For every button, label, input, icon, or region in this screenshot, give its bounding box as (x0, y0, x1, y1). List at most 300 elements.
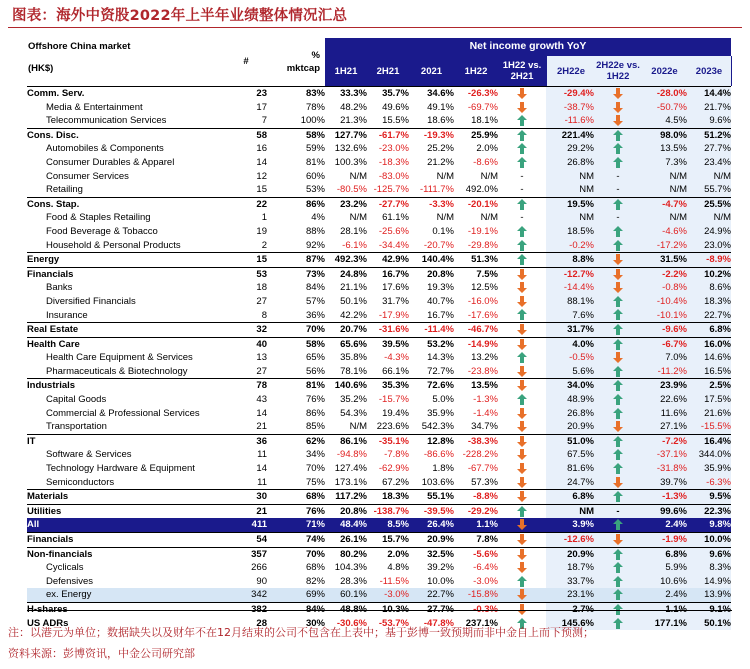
cell-h2: -138.7% (367, 504, 409, 518)
arrow-up-icon (613, 226, 623, 237)
cell-mk: 59% (305, 143, 325, 155)
cell-y21: -39.5% (409, 504, 454, 518)
row-label: Semiconductors (46, 476, 115, 488)
arrow-up-icon (613, 408, 623, 419)
change-1h22-vs-2h21 (498, 253, 546, 268)
change-2h22e-vs-1h22 (594, 420, 642, 434)
cell-h1: 65.6% (325, 337, 367, 351)
arrow-down-icon (517, 519, 527, 530)
cell-h2: 67.2% (382, 476, 409, 488)
change-1h22-vs-2h21 (498, 309, 546, 323)
cell-y23: 27.7% (687, 142, 731, 156)
change-1h22-vs-2h21 (498, 337, 546, 351)
cell-h2: 15.5% (382, 115, 409, 127)
arrow-up-icon (517, 254, 527, 265)
cell-y21: 32.5% (409, 547, 454, 561)
cell-h122: 51.3% (454, 253, 498, 268)
arrow-down-icon (613, 282, 623, 293)
table-row (27, 476, 731, 490)
arrow-down-icon (517, 296, 527, 307)
cell-y22: 39.7% (642, 476, 687, 490)
row-label: Cons. Stap. (27, 197, 227, 211)
cell-y23: 16.5% (687, 365, 731, 379)
arrow-down-icon (517, 380, 527, 391)
cell-e2: 7.6% (546, 309, 594, 323)
cell-y21: -11.4% (409, 323, 454, 338)
cell-h1: 492.3% (325, 253, 367, 268)
row-label: Diversified Financials (46, 295, 136, 307)
cell-y22: 1.1% (642, 602, 687, 616)
cell-h2: -11.5% (379, 575, 409, 587)
figure-title: 图表：海外中资股2022年上半年业绩整体情况汇总 (12, 8, 348, 24)
cell-y22: -9.6% (642, 323, 687, 338)
cell-e2: 145.6% (546, 617, 594, 631)
arrow-down-icon (517, 463, 527, 474)
cell-h2: -125.7% (373, 184, 409, 196)
row-label: Software & Services (46, 449, 132, 461)
cell-n: 357 (227, 547, 267, 561)
cell-y22: -28.0% (642, 87, 687, 101)
row-label: Insurance (46, 309, 88, 321)
col-header-2h22e-vs-1h22: 2H22e vs. 1H22 (594, 56, 642, 86)
cell-e2: -11.6% (546, 114, 594, 128)
cell-mk: 36% (305, 309, 325, 321)
cell-h122: -16.0% (467, 295, 498, 307)
change-2h22e-vs-1h22 (594, 239, 642, 253)
cell-y21: 25.2% (427, 143, 454, 155)
cell-n: 11 (257, 449, 267, 461)
cell-h2: -35.1% (367, 434, 409, 448)
change-1h22-vs-2h21 (498, 281, 546, 295)
cell-h122: 237.1% (465, 617, 498, 629)
arrow-up-icon (613, 618, 623, 629)
arrow-up-icon (517, 240, 527, 251)
cell-e2: 26.8% (546, 407, 594, 421)
cell-e2: 3.9% (546, 518, 594, 532)
cell-h122: -6.4% (473, 562, 498, 574)
cell-n: 90 (256, 575, 267, 587)
row-label: Non-financials (27, 547, 227, 561)
arrow-down-icon (517, 491, 527, 502)
cell-n: 19 (256, 225, 267, 237)
arrow-up-icon (517, 394, 527, 405)
arrow-up-icon (613, 199, 623, 210)
table-row (27, 211, 731, 225)
cell-n: 382 (227, 602, 267, 616)
arrow-up-icon (613, 309, 623, 320)
cell-n: 411 (227, 518, 267, 532)
cell-h1: 35.8% (340, 352, 367, 364)
cell-h122: -69.7% (467, 101, 498, 113)
row-label: Food Beverage & Tobacco (46, 225, 158, 237)
results-table (27, 86, 731, 630)
title-rule (8, 27, 742, 28)
currency-label: (HK$) (28, 63, 54, 74)
cell-y23: 35.9% (687, 462, 731, 476)
col-header-1h22-vs-2h21: 1H22 vs. 2H21 (498, 56, 546, 86)
col-header-2h22e: 2H22e (546, 56, 595, 86)
cell-y21: 1.8% (432, 463, 454, 475)
cell-h1: 78.1% (340, 365, 367, 377)
cell-h1: 48.4% (325, 518, 367, 532)
cell-y23: 16.4% (687, 434, 731, 448)
table-row (27, 434, 731, 448)
cell-y22: 7.3% (642, 156, 687, 170)
cell-y22: -10.4% (642, 295, 687, 309)
cell-h2: -53.7% (378, 617, 409, 629)
change-2h22e-vs-1h22 (594, 462, 642, 476)
change-1h22-vs-2h21 (498, 547, 546, 561)
cell-h122: -1.4% (473, 407, 498, 419)
change-2h22e-vs-1h22 (594, 448, 642, 462)
cell-mk: 70% (267, 547, 325, 561)
row-label: All (27, 518, 227, 532)
cell-h122: 34.7% (471, 421, 498, 433)
change-2h22e-vs-1h22 (594, 323, 642, 338)
table-row (27, 448, 731, 462)
change-1h22-vs-2h21 (498, 504, 546, 518)
row-label: Commercial & Professional Services (46, 407, 200, 419)
cell-h2: -31.6% (367, 323, 409, 338)
cell-n: 14 (256, 463, 267, 475)
cell-y21: 20.9% (409, 533, 454, 548)
row-label: Real Estate (27, 323, 227, 338)
cell-y23: 14.6% (687, 351, 731, 365)
change-1h22-vs-2h21 (498, 323, 546, 338)
cell-e2: 20.9% (546, 547, 594, 561)
cell-y21: 39.2% (427, 562, 454, 574)
cell-h122: N/M (480, 212, 498, 224)
table-row (27, 337, 731, 351)
cell-mk: 4% (311, 212, 325, 224)
cell-h2: 10.3% (367, 602, 409, 616)
table-row (27, 407, 731, 421)
table-row (27, 142, 731, 156)
cell-mk: 56% (305, 365, 325, 377)
cell-h122: -19.1% (467, 225, 498, 237)
change-2h22e-vs-1h22 (594, 393, 642, 407)
row-label: ex. Energy (27, 588, 227, 602)
change-2h22e-vs-1h22 (594, 533, 642, 548)
cell-e2: 81.6% (546, 462, 594, 476)
cell-y23: 8.3% (687, 561, 731, 575)
cell-y22: 2.4% (642, 518, 687, 532)
change-2h22e-vs-1h22 (594, 365, 642, 379)
cell-y21: 55.1% (409, 490, 454, 505)
row-label: Utilities (27, 504, 227, 518)
cell-mk: 53% (305, 184, 325, 196)
cell-y21: 35.9% (427, 407, 454, 419)
cell-y21: 26.4% (409, 518, 454, 532)
cell-y23: 13.9% (687, 588, 731, 602)
cell-h1: 28.1% (340, 225, 367, 237)
cell-e2: -14.4% (546, 281, 594, 295)
cell-y21: 19.3% (427, 282, 454, 294)
cell-h1: 86.1% (325, 434, 367, 448)
cell-h122: 2.0% (476, 143, 498, 155)
cell-n: 40 (227, 337, 267, 351)
cell-e2: 29.2% (546, 142, 594, 156)
cell-h1: -30.6% (336, 617, 367, 629)
cell-mk: 71% (267, 518, 325, 532)
row-label: Health Care Equipment & Services (46, 352, 193, 364)
change-2h22e-vs-1h22 (594, 575, 642, 589)
arrow-down-icon (517, 549, 527, 560)
arrow-up-icon (613, 549, 623, 560)
row-label: Food & Staples Retailing (46, 212, 151, 224)
cell-h122: -5.6% (454, 547, 498, 561)
cell-n: 14 (256, 156, 267, 168)
cell-e2: -0.2% (546, 239, 594, 253)
cell-y21: -20.7% (423, 239, 454, 251)
cell-mk: 75% (305, 476, 325, 488)
change-1h22-vs-2h21 (498, 239, 546, 253)
cell-y22: -7.2% (642, 434, 687, 448)
arrow-up-icon (613, 339, 623, 350)
table-row (27, 87, 731, 101)
table-row (27, 114, 731, 128)
cell-y22: 177.1% (642, 617, 687, 631)
row-label: Financials (27, 267, 227, 281)
table-row (27, 295, 731, 309)
cell-y23: -15.5% (687, 420, 731, 434)
cell-e2: 20.9% (546, 420, 594, 434)
cell-n: 1 (261, 212, 267, 224)
footer-note: 注：以港元为单位；数据缺失以及财年不在12月结束的公司不包含在上表中；基于彭博一致预期而非中金自上而下预测； (8, 626, 594, 639)
change-1h22-vs-2h21 (498, 434, 546, 448)
cell-y22: -0.8% (642, 281, 687, 295)
cell-y23: 51.2% (687, 128, 731, 142)
cell-y22: 4.5% (642, 114, 687, 128)
arrow-up-icon (613, 562, 623, 573)
cell-y22: 31.5% (642, 253, 687, 268)
cell-h2: 8.5% (367, 518, 409, 532)
cell-e2: -12.6% (546, 533, 594, 548)
col-header-1h22: 1H22 (454, 56, 498, 86)
cell-y23: 9.1% (687, 602, 731, 616)
cell-h122: -0.3% (454, 602, 498, 616)
cell-y23: N/M (687, 170, 731, 184)
cell-h122: -38.3% (454, 434, 498, 448)
cell-h2: -17.9% (378, 309, 409, 321)
cell-h2: 31.7% (382, 295, 409, 307)
cell-e2: NM (546, 211, 594, 225)
arrow-up-icon (613, 449, 623, 460)
change-2h22e-vs-1h22 (594, 309, 642, 323)
cell-y23: 22.7% (687, 309, 731, 323)
cell-h1: 173.1% (334, 476, 367, 488)
table-row (27, 253, 731, 268)
cell-h1: 35.2% (340, 394, 367, 406)
table-row (27, 309, 731, 323)
row-label: Comm. Serv. (27, 87, 227, 101)
cell-h1: 127.4% (334, 463, 367, 475)
cell-y22: -2.2% (642, 267, 687, 281)
cell-y21: N/M (436, 170, 454, 182)
cell-n: 16 (256, 143, 267, 155)
change-1h22-vs-2h21 (498, 114, 546, 128)
change-2h22e-vs-1h22 (594, 281, 642, 295)
table-row (27, 533, 731, 548)
cell-y23: 16.0% (687, 337, 731, 351)
cell-h122: -46.7% (454, 323, 498, 338)
cell-e2: 51.0% (546, 434, 594, 448)
cell-mk: 86% (305, 407, 325, 419)
arrow-down-icon (517, 562, 527, 573)
change-2h22e-vs-1h22 (594, 547, 642, 561)
cell-y23: 6.8% (687, 323, 731, 338)
cell-mk: 87% (267, 253, 325, 268)
change-2h22e-vs-1h22: - (594, 170, 642, 184)
change-2h22e-vs-1h22 (594, 588, 642, 602)
cell-h1: -94.8% (336, 449, 367, 461)
cell-h122: 1.1% (454, 518, 498, 532)
arrow-down-icon (517, 436, 527, 447)
cell-y22: -11.2% (642, 365, 687, 379)
change-1h22-vs-2h21: - (520, 170, 524, 182)
arrow-up-icon (613, 296, 623, 307)
change-2h22e-vs-1h22 (594, 101, 642, 115)
arrow-down-icon (517, 421, 527, 432)
cell-y21: 34.6% (409, 87, 454, 101)
cell-n: 18 (256, 282, 267, 294)
arrow-up-icon (517, 506, 527, 517)
table-row (27, 462, 731, 476)
cell-mk: 68% (267, 490, 325, 505)
cell-y21: 53.2% (409, 337, 454, 351)
arrow-up-icon (613, 519, 623, 530)
cell-mk: 76% (267, 504, 325, 518)
cell-h1: N/M (349, 212, 367, 224)
cell-h1: 28.3% (340, 575, 367, 587)
cell-h122: -228.2% (462, 449, 498, 461)
cell-h122: 18.1% (471, 115, 498, 127)
cell-h2: -62.9% (378, 463, 409, 475)
cell-mk: 58% (267, 337, 325, 351)
table-row (27, 561, 731, 575)
cell-e2: 4.0% (546, 337, 594, 351)
arrow-down-icon (613, 269, 623, 280)
change-1h22-vs-2h21 (498, 448, 546, 462)
cell-e2: 19.5% (546, 197, 594, 211)
cell-y22: -4.6% (642, 225, 687, 239)
cell-y23: 24.9% (687, 225, 731, 239)
change-2h22e-vs-1h22 (594, 434, 642, 448)
cell-mk: 70% (267, 323, 325, 338)
cell-n: 27 (256, 365, 267, 377)
cell-h122: 12.5% (471, 282, 498, 294)
arrow-up-icon (517, 115, 527, 126)
cell-y23: 50.1% (687, 617, 731, 631)
footer-source: 资料来源：彭博资讯，中金公司研究部 (8, 647, 195, 660)
cell-y21: 40.7% (427, 295, 454, 307)
cell-n: 53 (227, 267, 267, 281)
cell-y22: 10.6% (642, 575, 687, 589)
cell-y23: 2.5% (687, 379, 731, 393)
change-1h22-vs-2h21 (498, 476, 546, 490)
cell-y22: N/M (642, 170, 687, 184)
cell-n: 21 (227, 504, 267, 518)
cell-e2: 31.7% (546, 323, 594, 338)
cell-mk: 78% (305, 101, 325, 113)
cell-n: 30 (227, 490, 267, 505)
cell-y21: -47.8% (423, 617, 454, 629)
cell-mk: 76% (305, 394, 325, 406)
change-2h22e-vs-1h22 (594, 295, 642, 309)
row-label: Household & Personal Products (46, 239, 181, 251)
cell-h1: 42.2% (340, 309, 367, 321)
arrow-up-icon (517, 352, 527, 363)
cell-h2: 16.7% (367, 267, 409, 281)
cell-e2: 221.4% (546, 128, 594, 142)
cell-mk: 100% (300, 115, 325, 127)
cell-y23: 344.0% (687, 448, 731, 462)
change-1h22-vs-2h21 (498, 462, 546, 476)
row-label: Industrials (27, 379, 227, 393)
change-2h22e-vs-1h22: - (594, 183, 642, 197)
arrow-down-icon (517, 477, 527, 488)
cell-y22: 6.8% (642, 547, 687, 561)
cell-h122: -29.2% (454, 504, 498, 518)
arrow-down-icon (613, 352, 623, 363)
change-1h22-vs-2h21 (498, 575, 546, 589)
cell-h122: -8.8% (454, 490, 498, 505)
cell-n: 17 (256, 101, 267, 113)
cell-mk: 86% (267, 197, 325, 211)
row-label: Cyclicals (46, 562, 84, 574)
table-row (27, 101, 731, 115)
cell-y23: 14.9% (687, 575, 731, 589)
cell-y23: 9.5% (687, 490, 731, 505)
cell-y21: -3.3% (409, 197, 454, 211)
change-1h22-vs-2h21 (498, 420, 546, 434)
table-row (27, 588, 731, 602)
cell-h122: -26.3% (454, 87, 498, 101)
cell-y22: -31.8% (642, 462, 687, 476)
cell-y22: -50.7% (642, 101, 687, 115)
cell-n: 14 (256, 407, 267, 419)
cell-h2: -25.6% (378, 225, 409, 237)
cell-h2: 49.6% (382, 101, 409, 113)
cell-y23: 22.3% (687, 504, 731, 518)
arrow-down-icon (613, 534, 623, 545)
cell-e2: 24.7% (546, 476, 594, 490)
cell-h2: -23.0% (378, 143, 409, 155)
cell-y21: 18.6% (427, 115, 454, 127)
arrow-up-icon (613, 463, 623, 474)
cell-mk: 34% (305, 449, 325, 461)
change-1h22-vs-2h21 (498, 101, 546, 115)
arrow-up-icon (517, 130, 527, 141)
arrow-down-icon (613, 477, 623, 488)
results-table-body (27, 87, 731, 631)
row-label: IT (27, 434, 227, 448)
cell-h2: 19.4% (382, 407, 409, 419)
cell-h1: 100.3% (334, 156, 367, 168)
change-2h22e-vs-1h22 (594, 225, 642, 239)
cell-h1: 26.1% (325, 533, 367, 548)
cell-h1: -6.1% (342, 239, 367, 251)
cell-y23: 23.0% (687, 239, 731, 253)
cell-h122: 13.2% (471, 352, 498, 364)
cell-e2: 23.1% (546, 588, 594, 602)
cell-h1: 117.2% (325, 490, 367, 505)
cell-h122: 57.3% (471, 476, 498, 488)
cell-n: 22 (227, 197, 267, 211)
change-1h22-vs-2h21 (498, 490, 546, 505)
arrow-up-icon (517, 157, 527, 168)
cell-e2: 88.1% (546, 295, 594, 309)
